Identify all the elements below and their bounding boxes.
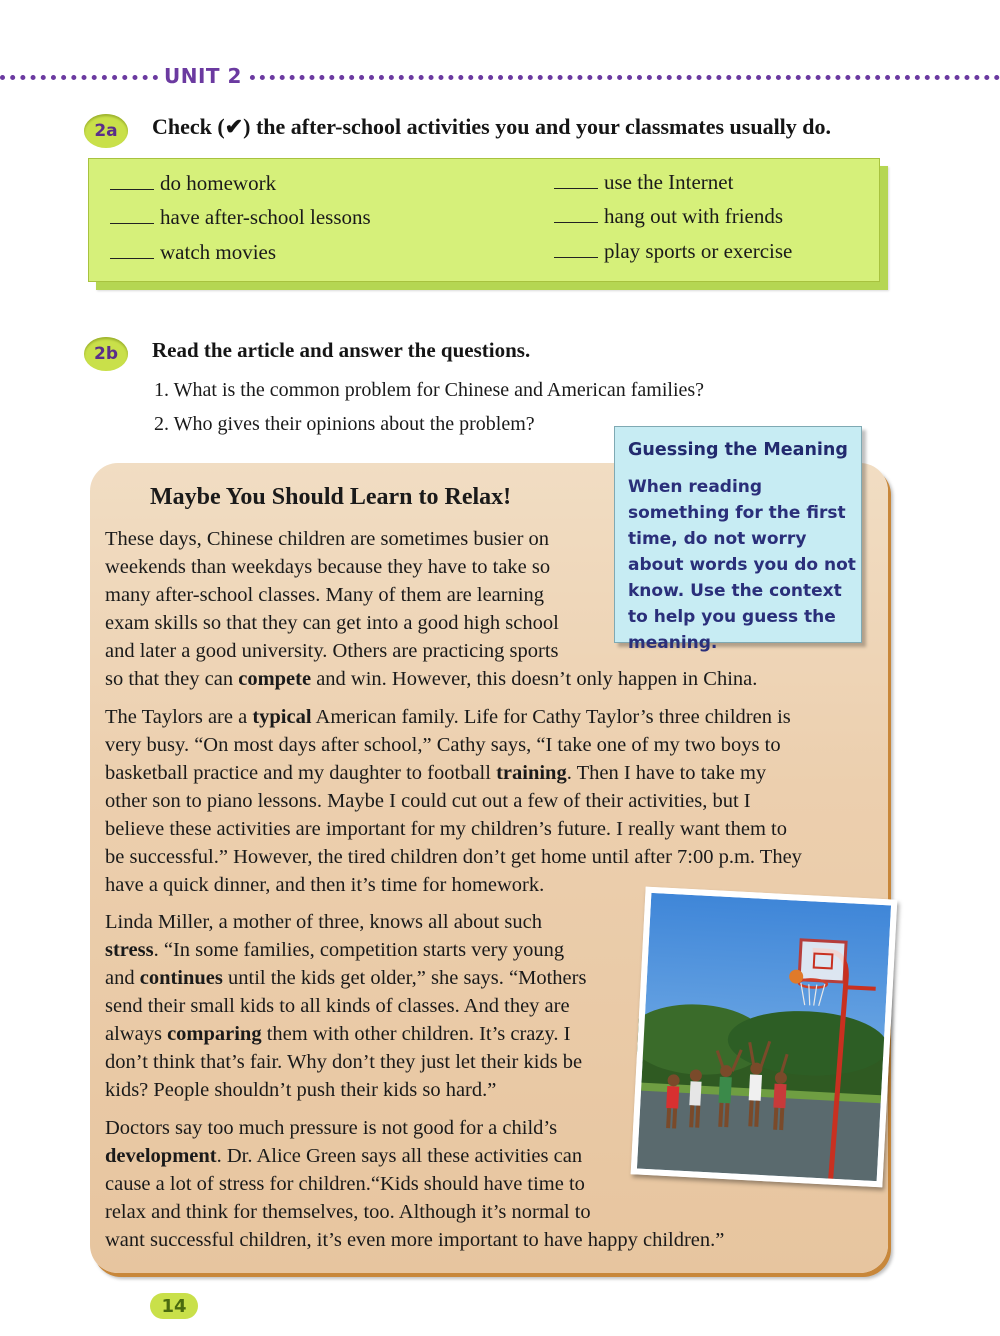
text-line: These days, Chinese children are sometimes busier on [105, 528, 550, 550]
header-dotted-rule-right [240, 75, 1000, 100]
text-run: . Then I have to take my [566, 762, 767, 784]
tip-title: Guessing the Meaning [628, 440, 848, 460]
text-line: be successful.” However, the tired children don’t get home until after 7:00 p.m. They [105, 846, 802, 868]
text-line [105, 703, 875, 731]
text-line [105, 665, 758, 693]
text-line: believe these activities are important for my children’s future. I really want them to [105, 818, 787, 840]
tip-body: When reading something for the first time, do not worry about words you do not know. Use the context to help you guess the meaning. [628, 477, 856, 653]
check-blank[interactable] [110, 223, 154, 224]
activity-item [554, 239, 792, 264]
section-2b-badge: 2b [84, 337, 128, 371]
activity-label: play sports or exercise [604, 239, 793, 263]
text-run: . Dr. Alice Green says all these activities can [216, 1145, 583, 1167]
article-paragraph-2 [105, 703, 875, 899]
text-line: kids? People shouldn’t push their kids so hard.” [105, 1079, 497, 1101]
text-line [105, 964, 645, 992]
text-line: exam skills so that they can get into a good high school [105, 612, 559, 634]
text-line [105, 936, 645, 964]
activity-label: watch movies [160, 240, 277, 264]
vocab-word: development [105, 1145, 217, 1167]
activity-label: do homework [160, 171, 277, 195]
check-blank[interactable] [110, 258, 154, 259]
article-title: Maybe You Should Learn to Relax! [150, 484, 512, 510]
text-line: relax and think for themselves, too. Although it’s normal to [105, 1201, 591, 1223]
activity-label: hang out with friends [604, 204, 784, 228]
check-blank[interactable] [110, 189, 154, 190]
check-blank[interactable] [554, 188, 598, 189]
text-line: want successful children, it’s even more important to have happy children.” [105, 1229, 725, 1251]
text-run: so that they can [105, 668, 239, 690]
vocab-word: compete [238, 668, 312, 690]
article-paragraph-1 [105, 525, 758, 693]
question-2: 2. Who gives their opinions about the problem? [154, 413, 535, 435]
page-number: 14 [150, 1293, 198, 1319]
section-2a-badge: 2a [84, 114, 128, 148]
basketball-photo [631, 887, 898, 1188]
text-line: other son to piano lessons. Maybe I could cut out a few of their activities, but I [105, 790, 751, 812]
activity-label: use the Internet [604, 170, 734, 194]
text-run: and [105, 967, 140, 989]
text-run: The Taylors are a [105, 706, 253, 728]
question-1: 1. What is the common problem for Chinese and American families? [154, 379, 705, 401]
check-blank[interactable] [554, 257, 598, 258]
activity-item [554, 204, 783, 229]
unit-label: UNIT 2 [160, 64, 246, 88]
text-line: have a quick dinner, and then it’s time for homework. [105, 874, 545, 896]
text-run: always [105, 1023, 168, 1045]
section-2a-instruction: Check (✔) the after-school activities you and your classmates usually do. [152, 114, 832, 139]
vocab-word: typical [252, 706, 312, 728]
vocab-word: continues [139, 967, 223, 989]
article-paragraph-3 [105, 908, 645, 1104]
vocab-word: stress [105, 939, 154, 961]
text-line: cause a lot of stress for children.“Kids should have time to [105, 1173, 585, 1195]
text-run: . “In some families, competition starts very young [153, 939, 565, 961]
vocab-word: comparing [167, 1023, 262, 1045]
text-line: and later a good university. Others are practicing sports [105, 640, 559, 662]
text-run: American family. Life for Cathy Taylor’s three children is [311, 706, 791, 728]
text-run: them with other children. It’s crazy. I [261, 1023, 571, 1045]
text-line [105, 1020, 645, 1048]
check-blank[interactable] [554, 222, 598, 223]
text-line: very busy. “On most days after school,” Cathy says, “I take one of my two boys to [105, 734, 781, 756]
section-2b-instruction: Read the article and answer the questions. [152, 338, 531, 362]
basketball-photo-image [631, 887, 898, 1188]
text-line: weekends than weekdays because they have to take so [105, 556, 551, 578]
activity-item [110, 171, 276, 196]
text-line: Linda Miller, a mother of three, knows all about such [105, 911, 542, 933]
vocab-word: training [496, 762, 567, 784]
text-line: many after-school classes. Many of them are learning [105, 584, 545, 606]
text-run: basketball practice and my daughter to football [105, 762, 497, 784]
text-run: until the kids get older,” she says. “Mothers [222, 967, 587, 989]
header-dotted-rule-left [0, 75, 158, 100]
text-line [105, 759, 875, 787]
text-run: and win. However, this doesn’t only happen in China. [311, 668, 758, 690]
activity-item [110, 205, 371, 230]
text-line: don’t think that’s fair. Why don’t they just let their kids be [105, 1051, 583, 1073]
text-line: Doctors say too much pressure is not good for a child’s [105, 1117, 558, 1139]
activity-label: have after-school lessons [160, 205, 371, 229]
text-line: send their small kids to all kinds of classes. And they are [105, 995, 570, 1017]
activity-item [554, 170, 733, 195]
activity-item [110, 240, 276, 265]
